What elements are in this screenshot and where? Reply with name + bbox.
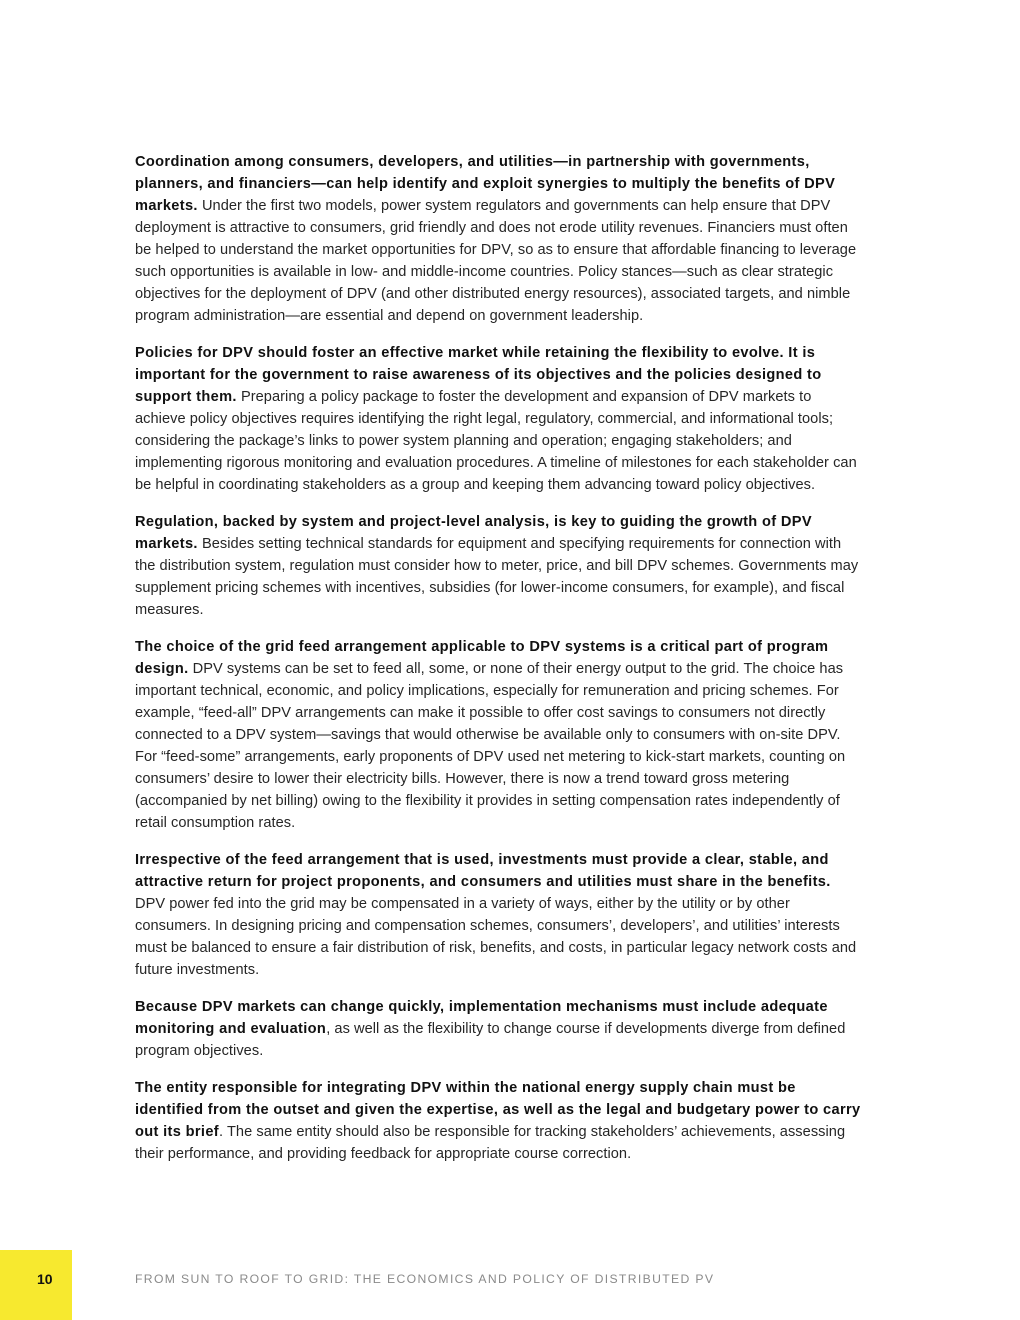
page-number-tab xyxy=(0,1250,72,1320)
paragraph-coordination xyxy=(135,151,863,327)
paragraph-lead: The entity responsible for integrating DPV within the national energy supply chain must be identified from the outset and given the expertise, as well as the legal and budgetary power to carry out its brief xyxy=(135,1080,861,1140)
paragraph-lead: The choice of the grid feed arrangement applicable to DPV systems is a critical part of program design. xyxy=(135,639,829,677)
paragraph-lead: Because DPV markets can change quickly, implementation mechanisms must include adequate monitoring and evaluation xyxy=(135,999,828,1037)
paragraph-grid-feed xyxy=(135,636,863,834)
running-footer-title: FROM SUN TO ROOF TO GRID: THE ECONOMICS AND POLICY OF DISTRIBUTED PV xyxy=(135,1272,715,1286)
paragraph-lead: Regulation, backed by system and project-level analysis, is key to guiding the growth of DPV markets. xyxy=(135,514,812,552)
body-text xyxy=(135,151,863,1180)
paragraph-body: Under the first two models, power system regulators and governments can help ensure that DPV deployment is attractive to consumers, grid friendly and does not erode utility revenues. Financiers must often be helped to understand the market opportunities for DPV, so as to ensure that affordable financing to leverage such opportunities is available in low- and middle-income countries. Policy stances—such as clear strategic objectives for the deployment of DPV (and other distributed energy resources), associated targets, and nimble program administration—are essential and depend on government leadership. xyxy=(135,198,857,324)
paragraph-body: . The same entity should also be responsible for tracking stakeholders’ achievements, assessing their performance, and providing feedback for appropriate course correction. xyxy=(135,1124,846,1162)
paragraph-policies xyxy=(135,342,863,496)
paragraph-body: DPV power fed into the grid may be compensated in a variety of ways, either by the utility or by other consumers. In designing pricing and compensation schemes, consumers’, developers’, and utilities’ interests must be balanced to ensure a fair distribution of risk, benefits, and costs, in particular legacy network costs and future investments. xyxy=(135,896,857,978)
paragraph-monitoring xyxy=(135,996,863,1062)
paragraph-investments xyxy=(135,849,863,981)
paragraph-body: , as well as the flexibility to change course if developments diverge from defined program objectives. xyxy=(135,1021,846,1059)
paragraph-responsible-entity xyxy=(135,1077,863,1165)
paragraph-regulation xyxy=(135,511,863,621)
page-number: 10 xyxy=(37,1271,53,1287)
paragraph-body: Besides setting technical standards for equipment and specifying requirements for connection with the distribution system, regulation must consider how to meter, price, and bill DPV schemes. Governments may supplement pricing schemes with incentives, subsidies (for lower-income consumers, for example), and fiscal measures. xyxy=(135,536,859,618)
paragraph-lead: Policies for DPV should foster an effective market while retaining the flexibility to evolve. It is important for the government to raise awareness of its objectives and the policies designed to support them. xyxy=(135,345,822,405)
paragraph-body: DPV systems can be set to feed all, some, or none of their energy output to the grid. The choice has important technical, economic, and policy implications, especially for remuneration and pricing schemes. For example, “feed-all” DPV arrangements can make it possible to offer cost savings to consumers not directly connected to a DPV system—savings that would otherwise be available only to consumers with on-site DPV. For “feed-some” arrangements, early proponents of DPV used net metering to kick-start markets, counting on consumers’ desire to lower their electricity bills. However, there is now a trend toward gross metering (accompanied by net billing) owing to the flexibility it provides in setting compensation rates independently of retail consumption rates. xyxy=(135,661,846,831)
paragraph-lead: Coordination among consumers, developers, and utilities—in partnership with governments, planners, and financiers—can help identify and exploit synergies to multiply the benefits of DPV markets. xyxy=(135,154,836,214)
paragraph-lead: Irrespective of the feed arrangement that is used, investments must provide a clear, stable, and attractive return for project proponents, and consumers and utilities must share in the benefits. xyxy=(135,852,831,890)
paragraph-body: Preparing a policy package to foster the development and expansion of DPV markets to achieve policy objectives requires identifying the right legal, regulatory, commercial, and informational tools; considering the package’s links to power system planning and operation; engaging stakeholders; and implementing rigorous monitoring and evaluation procedures. A timeline of milestones for each stakeholder can be helpful in coordinating stakeholders as a group and keeping them advancing toward policy objectives. xyxy=(135,389,857,493)
